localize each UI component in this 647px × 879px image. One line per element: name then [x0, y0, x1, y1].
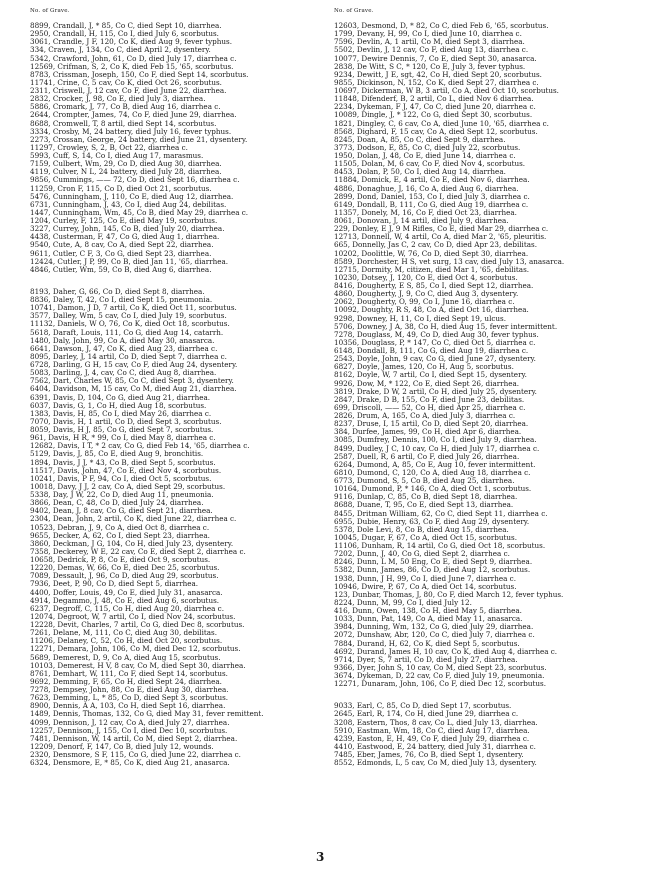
grave-entry: 5993, Cuff, S, 14, Co I, died Aug 17, marasmus. — [30, 152, 204, 160]
grave-entry: 699, Driscoll, —— 52, Co H, died Apr 25, diarrhea c. — [334, 403, 526, 412]
grave-entry: 9611, Cutler, C F, 3, Co G, died Sept 23, diarrhea. — [30, 249, 212, 258]
grave-entry: 6641, Dawson, J, 47, Co K, died Aug 23, diarrhea c. — [30, 344, 218, 353]
grave-entry: 11357, Donely, M, 16, Co F, died Oct 23, diarrhea. — [334, 208, 517, 217]
grave-entry: 1938, Dunn, J H, 99, Co I, died June 7, diarrhea c. — [334, 574, 516, 583]
grave-entry: 12209, Denorf, F, 147, Co B, died July 12, wounds. — [30, 742, 214, 751]
grave-entry: 8453, Dolan, P, 50, Co I, died Aug 14, diarrhea. — [334, 168, 506, 177]
grave-entry: 8059, Davis, H J, 85, Co G, died Sept 7, scorbutus. — [30, 426, 214, 434]
grave-entry: 3227, Currey, John, 145, Co B, died July 20, diarrhea. — [30, 225, 225, 234]
grave-entry: 5129, Davis, J, 85, Co E, died Aug 9, bronchitis. — [30, 450, 204, 459]
grave-entry: 9402, Dean, J, 8 cav, Co G, died Sept 21, diarrhea. — [30, 507, 213, 516]
grave-entry: 10946, Dwire, P, 67, Co A, died Oct 14, scorbutus. — [334, 582, 517, 591]
right-column — [334, 8, 634, 767]
grave-entry: 10077, Dewire Dennis, 7, Co E, died Sept 30, anasarca. — [334, 54, 537, 63]
grave-entry: 11297, Crowley, S, 2, B, Oct 22, diarrhea c. — [30, 143, 188, 152]
grave-entry: 8245, Doan, A, 85, Co C, died Sept 9, diarrhea. — [334, 135, 506, 144]
grave-entry: 3984, Dunning, Wm, 132, Co G, died July 29, diarrhea. — [334, 623, 534, 632]
grave-entry: 4914, Degammo, J, 48, Co E, died Aug 6, scorbutus. — [30, 596, 220, 605]
letter-section-gap — [334, 688, 634, 702]
grave-entry: 6148, Dondall, B, 111, Co G, died Aug 19, diarrhea c. — [334, 347, 529, 355]
grave-entry: 2072, Dunshaw, Abr, 120, Co C, died July 7, diarrhea c. — [334, 631, 535, 640]
grave-entry: 12228, Devit, Charles, 7 artil, Co G, died Dec 8, scorbutus. — [30, 621, 245, 629]
grave-entry: 8246, Dunn, L M, 50 Eng, Co E, died Sept 9, diarrhea. — [334, 558, 533, 567]
grave-entry: 2847, Drake, D B, 155, Co F, died June 23, debilitas. — [334, 395, 525, 404]
grave-entry: 9366, Dyer, John S, 10 cav, Co M, died Sept 23, scorbutus. — [334, 663, 547, 672]
grave-entry: 11517, Davis, John, 47, Co E, died Nov 4, scorbutus. — [30, 466, 222, 475]
grave-entry: 5689, Demerest, D, 9, Co A, died Aug 15, scorbutus. — [30, 653, 221, 662]
grave-entry: 9540, Cute, A, 8 cav, Co A, died Sept 22, diarrhea. — [30, 241, 214, 250]
grave-entry: 7202, Dunn, J, 40, Co G, died Sept 2, diarrhea c. — [334, 550, 510, 559]
grave-entry: 1799, Devany, H, 99, Co I, died June 10, diarrhea c. — [334, 30, 522, 39]
grave-entry: 8416, Dougherty, E S, 85, Co I, died Sept 12, diarrhea. — [334, 282, 534, 290]
grave-entry: 3819, Drake, D W, 2 artil, Co H, died July 25, dysentery. — [334, 387, 537, 396]
grave-entry: 1894, Davis, J J, * 43, Co B, died Sept 5, scorbutus. — [30, 458, 216, 467]
grave-entry: 2950, Crandall, H, 115, Co I, died July 6, scorbutus. — [30, 30, 219, 39]
grave-entry: 2311, Criswell, J, 12 cav, Co F, died June 22, diarrhea. — [30, 87, 227, 95]
grave-entry: 229, Donley, E J, 9 M Rifles, Co E, died Mar 29, diarrhea c. — [334, 225, 549, 234]
grave-entry: 11884, Domick, E, 4 artil, Co E, died Nov 6, diarrhea. — [334, 176, 530, 185]
grave-entry: 11741, Crine, C, 5 cav, Co K, died Oct 26, scorbutus. — [30, 78, 222, 87]
grave-entry: 7278, Douglass, M, 49, Co D, died Aug 30, fever typhus. — [334, 330, 539, 339]
grave-entry: 5338, Day, J W, 22, Co D, died Aug 11, pneumonia. — [30, 491, 214, 499]
grave-entry: 7159, Culbert, Wm, 29, Co D, died Aug 30, diarrhea. — [30, 160, 222, 169]
grave-entry: 9033, Earl, C, 85, Co D, died Sept 17, scorbutus. — [334, 702, 512, 711]
grave-entry: 8899, Crandall, J, * 85, Co C, died Sept 10, diarrhea. — [30, 22, 222, 30]
grave-entry: 10658, Dedrick, P, 8, Co E, died Oct 9, scorbutus. — [30, 556, 211, 564]
grave-entry: 961, Davis, H R, * 99, Co I, died May 8, diarrhea c. — [30, 434, 216, 443]
grave-entry: 7596, Devlin, A, 1 artil, Co M, died Sept 3, diarrhea. — [334, 38, 525, 47]
grave-entry: 12424, Cutler, J P, 99, Co B, died Jan 11, '65, diarrhea. — [30, 257, 229, 266]
grave-entry: 8552, Edmonds, L, 5 cav, Co M, died July 13, dysentery. — [334, 759, 537, 768]
grave-entry: 8455, Dritman William, 62, Co C, died Sept 11, diarrhea c. — [334, 509, 548, 518]
grave-entry: 1821, Dingley, C, 6 cav, Co A, died June 10, '65, diarrhea c. — [334, 119, 549, 128]
grave-entry: 4410, Eastwood, E, 24 battery, died July 31, diarrhea c. — [334, 742, 536, 751]
grave-entry: 3061, Crandle, J F, 120, Co K, died Aug 9, fever typhus. — [30, 38, 232, 47]
grave-entry: 3674, Dykeman, D, 22 cav, Co F, died July 19, pneumonia. — [334, 672, 545, 680]
grave-entry: 4099, Dennison, J, 12 cav, Co A, died July 27, diarrhea. — [30, 718, 230, 727]
grave-entry: 1447, Cunningham, Wm, 45, Co B, died May 29, diarrhea c. — [30, 208, 249, 217]
grave-entry: 2543, Doyle, John, 9 cav, Co G, died June 27, dysentery. — [334, 355, 536, 364]
grave-entry: 3866, Dean, C, 48, Co D, died July 24, diarrhea. — [30, 499, 204, 508]
grave-entry: 10230, Dotsey, J, 120, Co E, died Oct 4, scorbutus. — [334, 273, 518, 282]
grave-entry: 9926, Dow, M, * 122, Co E, died Sept 26, diarrhea. — [334, 379, 520, 388]
grave-entry: 12220, Demas, W, 66, Co E, died Dec 25, scorbutus. — [30, 564, 220, 573]
grave-entry: 6037, Davis, G, 1, Co H, died Aug 18, scorbutus. — [30, 401, 207, 410]
left-column — [30, 8, 330, 767]
grave-entry: 6810, Dumond, C, 120, Co A, died Aug 18, diarrhea c. — [334, 468, 531, 477]
grave-entry: 11106, Dunham, R, 14 artil, Co G, died Oct 18, scorbutus. — [334, 542, 546, 550]
grave-entry: 10089, Dingle, J, * 122, Co G, died Sept 30, scorbutus. — [334, 111, 533, 120]
grave-entry: 7070, Davis, H, 1 artil, Co D, died Sept 3, scorbutus. — [30, 417, 222, 426]
grave-entry: 9298, Downey, H, 11, Co I, died Sept 19, ulcus. — [334, 314, 506, 323]
grave-entry: 5706, Downey, J A, 38, Co H, died Aug 15, fever intermittent. — [334, 322, 558, 331]
grave-entry: 7623, Demming, L, * 85, Co D, died Sept 3, scorbutus. — [30, 694, 229, 703]
grave-entry: 7278, Dempsey, John, 88, Co E, died Aug 30, diarrhea. — [30, 686, 229, 694]
grave-entry: 9234, Dewitt, J E, sgt, 42, Co H, died Sept 20, scorbutus. — [334, 70, 542, 79]
left-entry-list — [30, 22, 330, 767]
grave-entry: 5886, Cromark, J, 77, Co B, died Aug 16, diarrhea c. — [30, 103, 221, 112]
grave-entry: 5083, Darling, J, 4, cav, Co C, died Aug 8, diarrhea. — [30, 369, 217, 378]
grave-entry: 10103, Demerest, H V, 8 cav, Co M, died Sept 30, diarrhea. — [30, 661, 246, 670]
grave-entry: 11206, Delaney, C, 52, Co H, died Oct 20, scorbutus. — [30, 637, 223, 646]
grave-entry: 4846, Cutler, Wm, 59, Co B, died Aug 6, diarrhea. — [30, 265, 212, 274]
grave-entry: 8061, Donovan, J, 14 artil, died July 9, diarrhea. — [334, 217, 509, 225]
grave-entry: 416, Dunn, Owen, 138, Co H, died May 5, diarrhea. — [334, 607, 522, 615]
grave-entry: 10741, Damon, J D, 7 artil, Co K, died Oct 11, scorbutus. — [30, 304, 237, 313]
grave-entry: 8193, Daher, G, 66, Co D, died Sept 8, diarrhea. — [30, 287, 205, 296]
grave-entry: 6324, Densmore, E, * 85, Co K, died Aug 21, anasarca. — [30, 759, 230, 768]
grave-entry: 9856, Cummings, —— 72, Co D, died Sept 16, diarrhea c. — [30, 176, 240, 185]
grave-entry: 12257, Dennison, J, 155, Co I, died Dec 10, scorbutus. — [30, 726, 228, 735]
grave-entry: 3860, Deckman, J G, 104, Co H, died July 23, dysentery. — [30, 539, 234, 548]
grave-entry: 7485, Eber, James, 76, Co B, died Sept 1, dysentery. — [334, 751, 524, 759]
grave-entry: 6264, Dumond, A, 85, Co E, Aug 10, fever intermittent. — [334, 460, 536, 469]
grave-entry: 1033, Dunn, Pat, 149, Co A, died May 11, anasarca. — [334, 615, 523, 624]
grave-number-header: No. of Grave. — [30, 8, 70, 14]
grave-entry: 5502, Devlin, J, 12 cav, Co F, died Aug 13, diarrhea c. — [334, 46, 529, 55]
grave-entry: 7562, Dart, Charles W, 85, Co C, died Sept 3, dysentery. — [30, 377, 234, 386]
grave-entry: 4860, Dougherty, J, 9, Co C, died Aug 3, dysentery. — [334, 290, 519, 299]
grave-entry: 1950, Dolan, J, 48, Co E, died June 14, diarrhea c. — [334, 152, 516, 160]
grave-entry: 3334, Crosby, M, 24 battery, died July 16, fever typhus. — [30, 127, 232, 136]
grave-entry: 1489, Dennis, Thomas, 132, Co G, died May 31, fever remittent. — [30, 710, 264, 719]
grave-entry: 3085, Dumfrey, Dennis, 100, Co I, died July 9, diarrhea. — [334, 436, 537, 445]
grave-entry: 8568, Dighard, F, 15 cav, Co A, died Sept 12, scorbutus. — [334, 127, 538, 136]
grave-entry: 2645, Earl, R, 174, Co H, died June 29, diarrhea c. — [334, 710, 519, 719]
grave-entry: 2838, De Witt, S C, * 120, Co E, July 3, fever typhus. — [334, 62, 526, 71]
right-entry-list — [334, 22, 634, 767]
grave-entry: 6728, Darling, G H, 15 cav, Co F, died Aug 24, dysentery. — [30, 361, 238, 369]
grave-entry: 5476, Cunningham, J, 110, Co E, died Aug 12, diarrhea. — [30, 192, 234, 201]
grave-entry: 9692, Demming, F, 65, Co H, died Sept 24, diarrhea. — [30, 677, 222, 686]
grave-entry: 6391, Davis, D, 104, Co G, died Aug 21, diarrhea. — [30, 393, 211, 402]
grave-entry: 10241, Davis, P F, 94, Co I, died Oct 5, scorbutus. — [30, 474, 212, 483]
grave-entry: 8237, Druse, I, 15 artil, Co D, died Sept 20, diarrhea. — [334, 420, 529, 429]
grave-entry: 8095, Darley, J, 14 artil, Co D, died Sept 7, diarrhea c. — [30, 352, 227, 361]
grave-entry: 7261, Delane, M, 111, Co C, died Aug 30, debilitas. — [30, 629, 218, 638]
grave-entry: 6955, Dubie, Henry, 63, Co F, died Aug 29, dysentery. — [334, 517, 530, 526]
grave-entry: 3773, Dodson, E, 85, Co C, died July 22, scorbutus. — [334, 143, 521, 152]
grave-entry: 6827, Doyle, James, 120, Co H, Aug 5, scorbutus. — [334, 363, 514, 372]
grave-entry: 2899, Dond, Daniel, 153, Co I, died July 3, diarrhea c. — [334, 192, 530, 201]
grave-entry: 7481, Dennison, W, 14 artil, Co M, died Sept 2, diarrhea. — [30, 734, 238, 743]
grave-entry: 10697, Dickerman, W B, 3 artil, Co A, died Oct 10, scorbutus. — [334, 87, 559, 95]
grave-entry: 8499, Dudley, J C, 10 cav, Co H, died July 17, diarrhea c. — [334, 444, 540, 453]
grave-entry: 8162, Doyle, W, 7 artil, Co I, died Sept 15, dysentery. — [334, 371, 527, 380]
grave-entry: 7358, Deckerey, W E, 22 cav, Co E, died Sept 2, diarrhea c. — [30, 547, 246, 556]
grave-entry: 5910, Eastman, Wm, 18, Co C, died Aug 17, diarrhea. — [334, 726, 530, 735]
grave-entry: 2832, Crocker, J, 98, Co E, died July 3, diarrhea. — [30, 95, 206, 104]
grave-entry: 665, Donnelly, Jas C, 2 cav, Co D, died Apr 23, debilitas. — [334, 241, 538, 250]
grave-entry: 10092, Doughty, R S, 48, Co A, died Oct 16, diarrhea. — [334, 306, 529, 315]
grave-entry: 9714, Dyer, S, 7 artil, Co D, died July 27, diarrhea. — [334, 655, 518, 664]
grave-entry: 11132, Daniels, W O, 76, Co K, died Oct 18, scorbutus. — [30, 320, 230, 329]
page-number: 3 — [316, 850, 325, 864]
grave-entry: 9855, Dickinson, N, 152, Co K, died Sept 27, diarrhea c. — [334, 78, 539, 87]
grave-entry: 2320, Densmore, S F, 115, Co G, died June 22, diarrhea c. — [30, 751, 241, 759]
grave-entry: 1480, Daly, John, 99, Co A, died May 30, anasarca. — [30, 336, 215, 345]
grave-entry: 10523, Debran, J, 9, Co A, died Oct 8, diarrhea c. — [30, 523, 210, 532]
grave-entry: 4119, Culver, N L, 24 battery, died July 28, diarrhea. — [30, 168, 222, 177]
grave-entry: 4239, Easton, E, H, 49, Co F, died July 29, diarrhea c. — [334, 734, 530, 743]
grave-entry: 12271, Demara, John, 106, Co M, died Dec 12, scorbutus. — [30, 645, 241, 654]
grave-entry: 9655, Decker, A, 62, Co I, died Sept 23, diarrhea. — [30, 531, 210, 540]
grave-entry: 5618, Daraft, Louis, 111, Co G, died Aug 14, catarrh. — [30, 328, 224, 337]
grave-entry: 7936, Deet, P, 90, Co D, died Sept 5, diarrhea. — [30, 580, 199, 589]
grave-entry: 2273, Crossan, George, 24 battery, died June 21, dysentery. — [30, 135, 248, 144]
grave-entry: 334, Craven, J, 134, Co C, died April 2, dysentery. — [30, 46, 211, 55]
grave-entry: 6149, Dondall, B, 111, Co G, died Aug 19, diarrhea c. — [334, 200, 529, 209]
grave-entry: 4400, Doffer, Louis, 49, Co E, died July 31, anasarca. — [30, 588, 223, 597]
grave-entry: 12271, Dunaram, John, 106, Co F, died Dec 12, scorbutus. — [334, 680, 546, 689]
grave-entry: 7884, Durand, H, 62, Co K, died Sept 5, scorbutus. — [334, 639, 520, 648]
grave-entry: 384, Durfee, James, 99, Co H, died Apr 6, diarrhea. — [334, 428, 522, 437]
grave-entry: 5378, Dole Levi, 8, Co B, died Aug 15, diarrhea. — [334, 525, 509, 534]
grave-entry: 1383, Davis, H, 85, Co I, died May 26, diarrhea c. — [30, 409, 212, 418]
grave-entry: 6731, Cunningham, J, 43, Co I, died Aug 24, debilitas. — [30, 200, 227, 209]
grave-entry: 8224, Dunn, M, 99, Co I, died July 12. — [334, 598, 472, 607]
letter-section-gap — [30, 274, 330, 288]
grave-entry: 8900, Dennis, A A, 103, Co H, died Sept 16, diarrhea. — [30, 702, 226, 711]
grave-entry: 9116, Dunlap, C, 85, Co B, died Sept 18, diarrhea. — [334, 493, 518, 502]
grave-entry: 2234, Dykeman, F J, 47, Co C, died June 20, diarrhea c. — [334, 103, 536, 112]
grave-entry: 2062, Dougherty, O, 99, Co I, June 16, diarrhea c. — [334, 298, 515, 307]
grave-entry: 7089, Dessault, J, 96, Co D, died Aug 29, scorbutus. — [30, 572, 219, 581]
grave-entry: 12569, Crifman, S, 2, Co K, died Feb 15, '65, scorbutus. — [30, 62, 234, 71]
grave-entry: 5382, Dunn, James, 86, Co D, died Aug 12, scorbutus. — [334, 566, 531, 575]
grave-entry: 8761, Demhart, W, 111, Co F, died Sept 14, scorbutus. — [30, 669, 228, 678]
grave-entry: 10045, Dugar, F, 67, Co A, died Oct 15, scorbutus. — [334, 533, 517, 542]
grave-entry: 8688, Cromwell, T, 8 artil, died Sept 14, scorbutus. — [30, 119, 217, 128]
grave-entry: 6237, Degroff, C, 115, Co H, died Aug 20, diarrhea c. — [30, 604, 224, 613]
grave-entry: 12715, Dormity, M, citizen, died Mar 1, '65, debilitas. — [334, 265, 530, 274]
grave-entry: 5342, Crawford, John, 61, Co D, died July 17, diarrhea c. — [30, 54, 237, 63]
grave-entry: 10164, Dumond, P, * 146, Co A, died Oct 1, scorbutus. — [334, 485, 532, 494]
grave-entry: 10356, Douglass, P, * 147, Co C, died Oct 5, diarrhea c. — [334, 338, 536, 347]
grave-entry: 4886, Donaghue, J, 16, Co A, died Aug 6, diarrhea. — [334, 184, 519, 193]
grave-entry: 12074, Degroot, W, 7 artil, Co I, died Nov 24, scorbutus. — [30, 612, 236, 621]
grave-entry: 6404, Davidson, M, 15 cav, Co M, died Aug 21, diarrhea. — [30, 385, 237, 394]
grave-entry: 2587, Duell, R, 6 artil, Co F, died July 26, diarrhea. — [334, 452, 520, 461]
grave-entry: 2826, Drum, A, 165, Co A, died July 3, diarrhea c. — [334, 412, 516, 420]
grave-entry: 10202, Doolittle, W, 76, Co D, died Sept 30, diarrhea. — [334, 249, 529, 258]
grave-entry: 123, Dunbar, Thomas, J, 80, Co F, died March 12, fever typhus. — [334, 590, 564, 599]
grave-entry: 2644, Crompter, James, 74, Co F, died June 29, diarrhea. — [30, 111, 237, 120]
grave-entry: 11848, Difenderf, B, 2 artil, Co L, died Nov 6 diarrhea. — [334, 95, 534, 104]
grave-entry: 3208, Eastern, Thos, 8 cav, Co L, died July 13, diarrhea. — [334, 718, 538, 727]
grave-entry: 10018, Davy, J J, 2 cav, Co A, died Sept 29, scorbutus. — [30, 482, 226, 491]
grave-entry: 8783, Crissman, Joseph, 150, Co F, died Sept 14, scorbutus. — [30, 70, 249, 79]
grave-entry: 12603, Desmond, D, * 82, Co C, died Feb 6, '65, scorbutus. — [334, 22, 549, 30]
grave-entry: 11505, Dolan, M, 6 cav, Co F, died Nov 4, scorbutus. — [334, 160, 526, 169]
grave-entry: 3577, Dalley, Wm, 5 cav, Co I, died July 19, scorbutus. — [30, 312, 227, 321]
grave-entry: 8688, Duane, T, 95, Co E, died Sept 13, diarrhea. — [334, 501, 514, 510]
grave-entry: 12682, Davis, I T, * 2 cav, Co G, died Feb 14, '65, diarrhea c. — [30, 442, 250, 451]
grave-entry: 8589, Dorchester, H S, vet surg, 13 cav, died July 13, anasarca. — [334, 257, 565, 266]
grave-entry: 2304, Dean, John, 2 artil, Co K, died June 22, diarrhea c. — [30, 515, 237, 524]
grave-number-header: No. of Grave. — [334, 8, 374, 14]
grave-entry: 8836, Daley, T, 42, Co I, died Sept 15, pneumonia. — [30, 296, 213, 304]
grave-entry: 12713, Donnell, W, 4 artil, Co A, died Mar 2, '65, pleuritis. — [334, 233, 547, 242]
grave-entry: 4692, Durand, James H, 10 cav, Co K, died Aug 4, diarrhea c. — [334, 647, 558, 656]
grave-entry: 6773, Dumond, S, 5, Co B, died Aug 25, diarrhea. — [334, 477, 515, 485]
grave-entry: 4438, Custerman, F, 47, Co G, died Aug 1, diarrhea. — [30, 233, 220, 242]
grave-entry: 11259, Cron F, 115, Co D, died Oct 21, scorbutus. — [30, 184, 212, 193]
grave-entry: 1204, Curley, F, 125, Co E, died May 19, scorbutus. — [30, 217, 218, 225]
